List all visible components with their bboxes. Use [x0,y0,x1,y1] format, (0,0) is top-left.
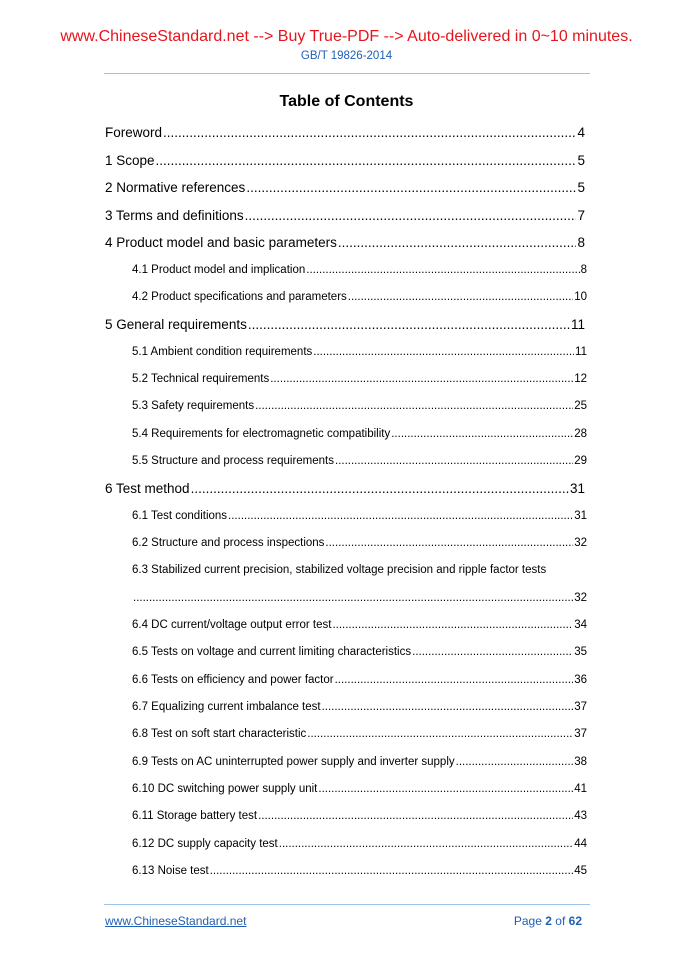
toc-entry-5-4[interactable] [132,428,587,440]
toc-entry-label: 6.9 Tests on AC uninterrupted power supply and inverter supply [132,756,455,768]
toc-entry-general-requirements[interactable] [105,317,585,332]
standard-code: GB/T 19826-2014 [300,50,393,62]
toc-entry-5-3[interactable] [132,400,587,412]
toc-entry-6-10[interactable] [132,783,587,795]
toc-entry-label: 5.3 Safety requirements [132,400,255,412]
toc-entry-label: 5 General requirements [105,317,247,332]
toc-entry-page: 36 [574,674,587,686]
toc-entry-6-3-label[interactable]: 6.3 Stabilized current precision, stabilized voltage precision and ripple factor tests [132,564,547,576]
page-prefix: Page [513,914,542,928]
toc-entry-5-5[interactable] [132,455,587,467]
toc-entry-label: 5.2 Technical requirements [132,373,270,385]
toc-entry-page: 32 [574,592,587,604]
toc-entry-normative-references[interactable] [105,180,585,195]
toc-entry-page: 8 [580,264,587,276]
footer-site-link[interactable]: www.ChineseStandard.net [105,914,247,928]
toc-entry-page: 31 [574,510,587,522]
toc-entry-page: 35 [574,646,587,658]
toc-entry-page: 29 [574,455,587,467]
toc-entry-test-method[interactable] [105,481,585,496]
toc-entry-label: 6.10 DC switching power supply unit [132,783,318,795]
toc-entry-label: 5.4 Requirements for electromagnetic compatibility [132,428,391,440]
toc-entry-page: 38 [574,756,587,768]
toc-entry-label: 6.8 Test on soft start characteristic [132,728,307,740]
toc-entry-4-1[interactable] [132,264,587,276]
footer-divider [104,904,590,905]
toc-entry-page: 7 [577,208,585,223]
toc-entry-terms-definitions[interactable] [105,208,585,223]
header-divider [104,73,590,74]
toc-entry-page: 5 [577,180,585,195]
toc-entry-label: 4.1 Product model and implication [132,264,306,276]
toc-entry-page: 34 [574,619,587,631]
toc-entry-6-1[interactable] [132,510,587,522]
toc-entry-6-9[interactable] [132,756,587,768]
toc-entry-page: 8 [577,235,585,250]
toc-entry-label: 1 Scope [105,153,155,168]
toc-entry-label: 6.7 Equalizing current imbalance test [132,701,321,713]
toc-entry-6-8[interactable] [132,728,587,740]
toc-entry-page: 12 [574,373,587,385]
toc-entry-6-2[interactable] [132,537,587,549]
toc-entry-label: 5.1 Ambient condition requirements [132,346,313,358]
toc-entry-6-12[interactable] [132,838,587,850]
download-banner[interactable]: www.ChineseStandard.net --> Buy True-PDF --> Auto-delivered in 0~10 minutes. [60,28,633,45]
toc-entry-product-model[interactable] [105,235,585,250]
toc-entry-label: 5.5 Structure and process requirements [132,455,334,467]
toc-entry-label: 4.2 Product specifications and parameters [132,291,347,303]
toc-entry-6-6[interactable] [132,674,587,686]
toc-entry-page: 43 [574,810,587,822]
page-of: of [555,914,566,928]
toc-entry-page: 45 [574,865,587,877]
toc-entry-label: Foreword [105,125,163,140]
toc-entry-6-4[interactable] [132,619,587,631]
toc-entry-label: 6.13 Noise test [132,865,209,877]
toc-entry-label: 2 Normative references [105,180,246,195]
toc-entry-page: 41 [574,783,587,795]
toc-entry-page: 11 [575,346,587,358]
toc-entry-foreword[interactable] [105,125,585,140]
toc-entry-4-2[interactable] [132,291,587,303]
page-total: 62 [568,914,582,928]
toc-entry-label: 6.6 Tests on efficiency and power factor [132,674,334,686]
toc-entry-page: 31 [569,481,585,496]
toc-entry-page: 28 [574,428,587,440]
toc-entry-page: 37 [574,701,587,713]
page-current: 2 [545,914,552,928]
toc-entry-label: 6.1 Test conditions [132,510,228,522]
toc-entry-6-5[interactable] [132,646,587,658]
toc-entry-5-1[interactable] [132,346,587,358]
toc-entry-label: 6.4 DC current/voltage output error test [132,619,332,631]
toc-entry-page: 4 [577,125,585,140]
toc-entry-6-11[interactable] [132,810,587,822]
toc-entry-page: 37 [574,728,587,740]
toc-entry-label: 6.2 Structure and process inspections [132,537,325,549]
toc-entry-page: 25 [574,400,587,412]
toc-entry-page: 10 [574,291,587,303]
toc-entry-label: 6.11 Storage battery test [132,810,258,822]
toc-entry-page: 5 [577,153,585,168]
toc-entry-label: 3 Terms and definitions [105,208,244,223]
toc-entry-6-7[interactable] [132,701,587,713]
toc-entry-page: 11 [570,317,585,332]
toc-entry-page: 32 [574,537,587,549]
toc-entry-label: 6.12 DC supply capacity test [132,838,278,850]
toc-entry-6-3[interactable] [132,592,587,604]
toc-entry-label: 6.5 Tests on voltage and current limiting characteristics [132,646,412,658]
toc-entry-scope[interactable] [105,153,585,168]
toc-entry-label: 4 Product model and basic parameters [105,235,337,250]
toc-title: Table of Contents [279,93,414,110]
page-number [514,914,582,928]
toc-entry-6-13[interactable] [132,865,587,877]
toc-entry-page: 44 [574,838,587,850]
toc-entry-5-2[interactable] [132,373,587,385]
toc-entry-label: 6 Test method [105,481,190,496]
